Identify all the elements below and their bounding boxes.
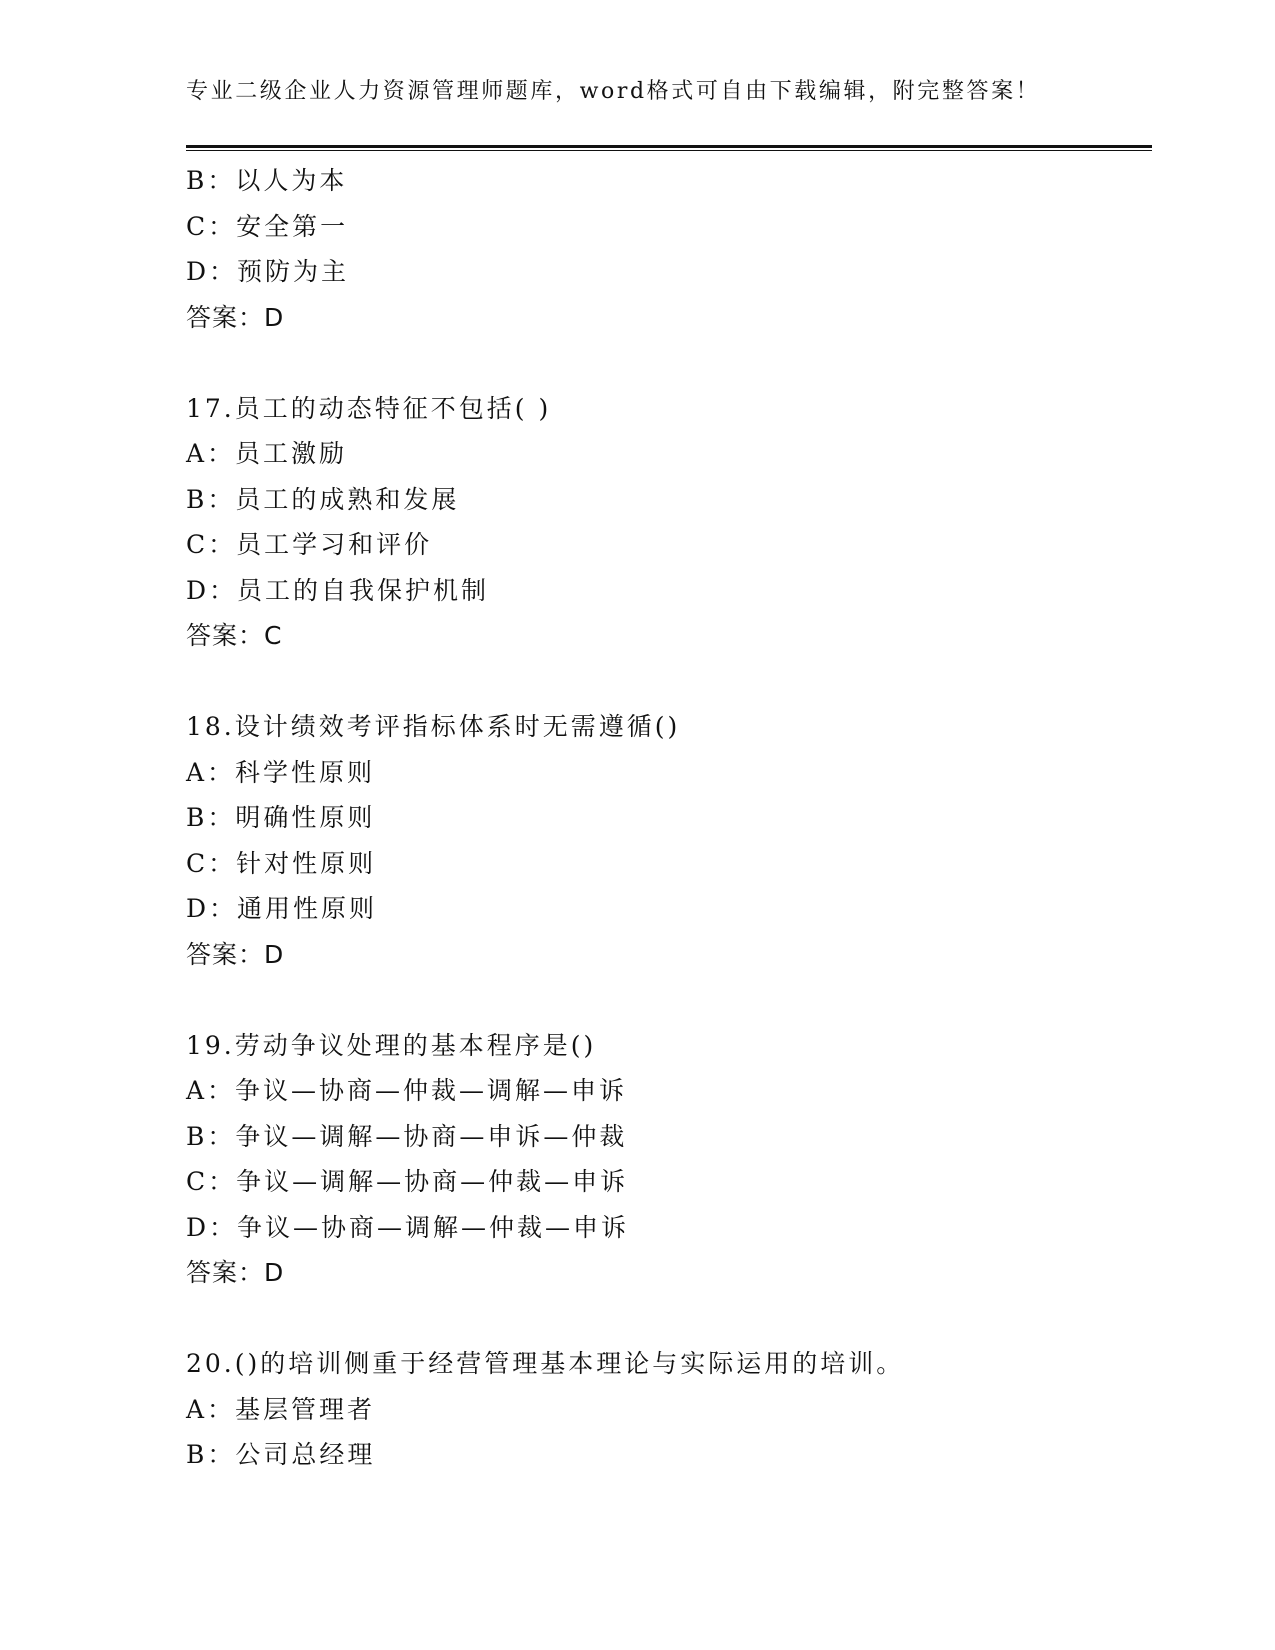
option-b: B：公司总经理 xyxy=(186,1440,376,1469)
option-b: B：明确性原则 xyxy=(186,803,376,832)
option-d: D：通用性原则 xyxy=(186,894,378,923)
option-c: C：争议—调解—协商—仲裁—申诉 xyxy=(186,1167,629,1196)
option-a: A：争议—协商—仲裁—调解—申诉 xyxy=(186,1076,628,1105)
option-a: A：员工激励 xyxy=(186,439,348,468)
header-rule xyxy=(186,145,1152,148)
question-block xyxy=(186,386,1152,659)
question-block xyxy=(186,1341,1152,1478)
question-text: 20.()的培训侧重于经营管理基本理论与实际运用的培训。 xyxy=(186,1349,905,1378)
question-text: 17.员工的动态特征不包括( ) xyxy=(186,393,552,423)
question-block xyxy=(186,158,1152,340)
answer-line: 答案：D xyxy=(186,302,285,332)
question-text: 19.劳动争议处理的基本程序是() xyxy=(186,1030,597,1060)
page-header: 专业二级企业人力资源管理师题库，word格式可自由下载编辑，附完整答案！ xyxy=(186,79,1041,104)
answer-line: 答案：D xyxy=(186,939,285,969)
option-c: C：安全第一 xyxy=(186,211,349,241)
spacer xyxy=(186,659,1152,705)
option-c: C：针对性原则 xyxy=(186,848,377,878)
question-block xyxy=(186,704,1152,977)
option-c: C：员工学习和评价 xyxy=(186,530,433,559)
header-rule-thin xyxy=(186,150,1152,151)
question-block xyxy=(186,1023,1152,1296)
spacer xyxy=(186,977,1152,1023)
spacer xyxy=(186,340,1152,386)
option-d: D：争议—协商—调解—仲裁—申诉 xyxy=(186,1212,630,1242)
option-a: A：基层管理者 xyxy=(186,1394,376,1424)
option-d: D：员工的自我保护机制 xyxy=(186,575,490,605)
option-b: B：员工的成熟和发展 xyxy=(186,484,460,514)
question-list xyxy=(186,158,1152,1478)
spacer xyxy=(186,1296,1152,1342)
answer-line: 答案：D xyxy=(186,1258,285,1287)
option-b: B：以人为本 xyxy=(186,166,348,195)
answer-line: 答案：C xyxy=(186,621,283,650)
option-d: D：预防为主 xyxy=(186,257,350,286)
question-text: 18.设计绩效考评指标体系时无需遵循() xyxy=(186,712,681,741)
option-a: A：科学性原则 xyxy=(186,757,376,787)
option-b: B：争议—调解—协商—申诉—仲裁 xyxy=(186,1121,628,1151)
